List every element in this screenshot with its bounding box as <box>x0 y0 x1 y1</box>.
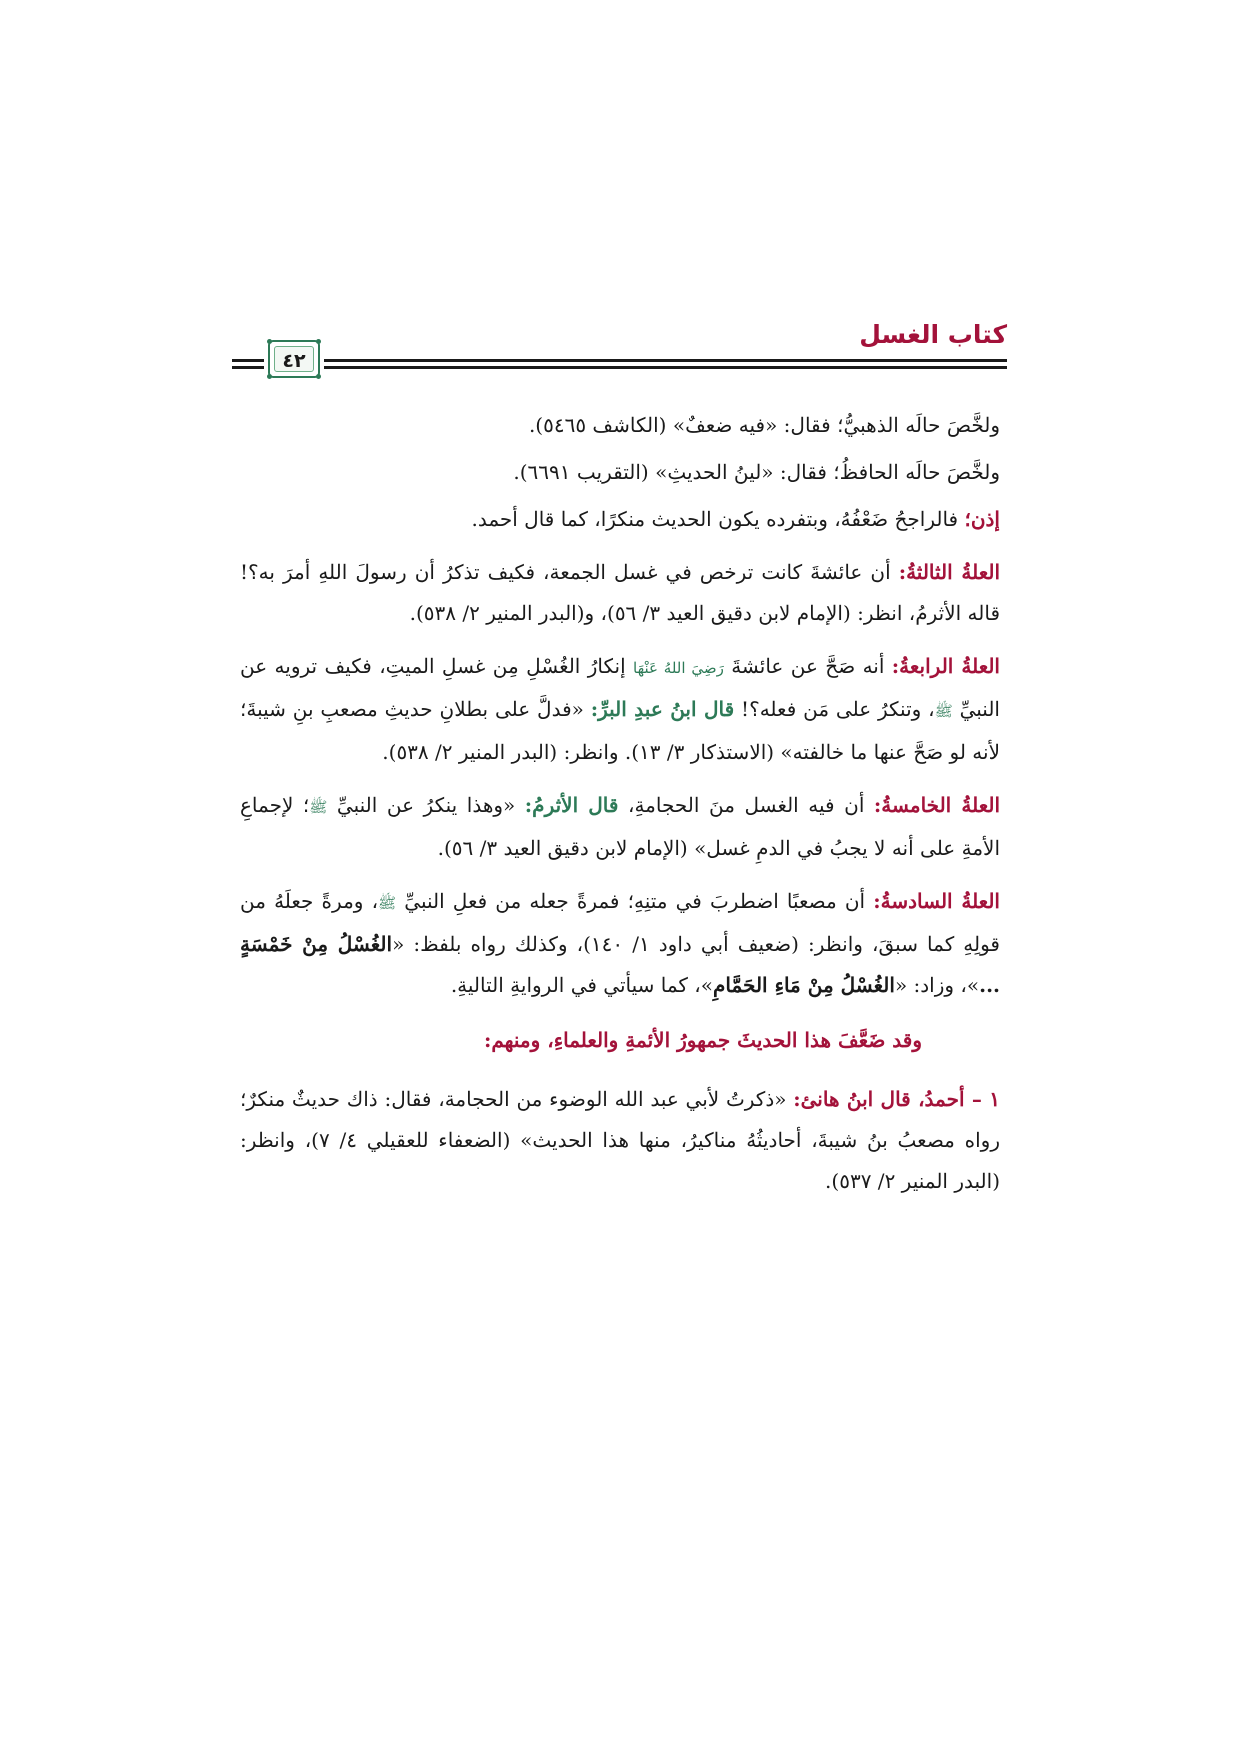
paragraph-text: »، وزاد: « <box>894 973 980 997</box>
book-title: كتاب الغسل <box>859 320 1007 349</box>
quoted-scholar: قال ابنُ عبدِ البرِّ: <box>590 697 735 721</box>
page-number-frame <box>274 346 314 372</box>
page-body <box>240 405 1000 1214</box>
paragraph-text: أنه صَحَّ عن عائشةَ <box>723 654 892 678</box>
page-number-badge <box>268 340 320 378</box>
paragraph-text: إنكارُ الغُسْلِ مِن غسلِ الميتِ، فكيف ترويه عن النبيِّ <box>240 654 1000 721</box>
paragraph-text: ، ومرةً جعلَهُ من قولِهِ كما سبقَ، وانظر: (ضعيف أبي داود ١/ ١٤٠)، وكذلك رواه بلفظ: « <box>240 889 1000 956</box>
honorific-radiallahu-icon: رَضِيَ اللهُ عَنْهَا <box>633 659 724 677</box>
paragraph-term: العلةُ الرابعةُ: <box>891 654 1000 678</box>
header-rule-top <box>324 359 1007 362</box>
paragraph-sixth-defect <box>240 881 1000 1006</box>
paragraph-text: »، كما سيأتي في الروايةِ التاليةِ. <box>450 973 713 997</box>
paragraph-hafiz <box>240 452 1000 493</box>
hadith-wording: الغُسْلُ مِنْ خَمْسَةٍ ... <box>240 932 1000 997</box>
paragraph-text: أن مصعبًا اضطربَ في متنِهِ؛ فمرةً جعله من فعلِ النبيِّ <box>396 889 874 913</box>
paragraph-term: العلةُ الثالثةُ: <box>898 560 1000 584</box>
paragraph-third-defect <box>240 552 1000 634</box>
header-rule-left-top <box>232 359 264 362</box>
page-number: ٤٢ <box>282 350 306 372</box>
page-header <box>232 318 1007 380</box>
paragraph-text: ولخَّصَ حالَه الحافظُ؛ فقال: «لينُ الحديثِ» (التقريب ٦٦٩١). <box>513 460 1000 484</box>
ornament-icon <box>267 339 272 344</box>
paragraph-term: ١ – أحمدُ، قال ابنُ هانئ: <box>793 1087 1000 1111</box>
paragraph-fifth-defect <box>240 785 1000 869</box>
honorific-salawat-icon: ﷺ <box>934 702 953 720</box>
paragraph-conclusion <box>240 499 1000 540</box>
honorific-salawat-icon: ﷺ <box>378 894 397 912</box>
honorific-salawat-icon: ﷺ <box>309 798 328 816</box>
paragraph-ahmad <box>240 1079 1000 1202</box>
paragraph-term: العلةُ السادسةُ: <box>873 889 1000 913</box>
paragraph-term: إذن؛ <box>964 507 1000 531</box>
paragraph-text: ؛ لإجماعِ الأمةِ على أنه لا يجبُ في الدمِ غسل» (الإمام لابن دقيق العيد ٣/ ٥٦). <box>240 793 1000 860</box>
paragraph-text: فالراجحُ ضَعْفُهُ، وبتفرده يكون الحديث منكرًا، كما قال أحمد. <box>471 507 965 531</box>
ornament-icon <box>316 339 321 344</box>
paragraph-term: العلةُ الخامسةُ: <box>873 793 1001 817</box>
quoted-scholar: قال الأثرمُ: <box>524 793 619 817</box>
ornament-icon <box>267 374 272 379</box>
paragraph-fourth-defect <box>240 646 1000 773</box>
paragraph-text: أن عائشةَ كانت ترخص في غسل الجمعة، فكيف تذكرُ أن رسولَ اللهِ أمرَ به؟! قاله الأثرمُ، انظر: (الإمام لابن دقيق العيد ٣/ ٥٦)، و(البدر المنير ٢/ ٥٣٨). <box>240 560 1000 625</box>
paragraph-text: «وهذا ينكرُ عن النبيِّ <box>327 793 525 817</box>
paragraph-text: أن فيه الغسل منَ الحجامةِ، <box>618 793 874 817</box>
paragraph-text: «فدلَّ على بطلانِ حديثِ مصعبِ بنِ شيبةَ؛ لأنه لو صَحَّ عنها ما خالفته» (الاستذكار ٣/ ١٣). وانظر: (البدر المنير ٢/ ٥٣٨). <box>240 697 1000 764</box>
ornament-icon <box>316 374 321 379</box>
paragraph-text: «ذكرتُ لأبي عبد الله الوضوء من الحجامة، فقال: ذاك حديثٌ منكرٌ؛ رواه مصعبُ بنُ شيبةَ، أحاديثُهُ مناكيرُ، منها هذا الحديث» (الضعفاء للعقيلي ٤/ ٧)، وانظر: (البدر المنير ٢/ ٥٣٧). <box>240 1087 1000 1193</box>
paragraph-text: ولخَّصَ حالَه الذهبيُّ؛ فقال: «فيه ضعفٌ» (الكاشف ٥٤٦٥). <box>528 413 1000 437</box>
header-rule-bottom <box>324 366 1007 369</box>
section-heading: وقد ضَعَّفَ هذا الحديثَ جمهورُ الأئمةِ والعلماءِ، ومنهم: <box>483 1028 922 1052</box>
header-rule-left-bottom <box>232 366 264 369</box>
paragraph-dhahabi <box>240 405 1000 446</box>
paragraph-text: ، وتنكرُ على مَن فعله؟! <box>734 697 935 721</box>
hadith-wording: الغُسْلُ مِنْ مَاءِ الحَمَّامِ <box>713 973 895 997</box>
